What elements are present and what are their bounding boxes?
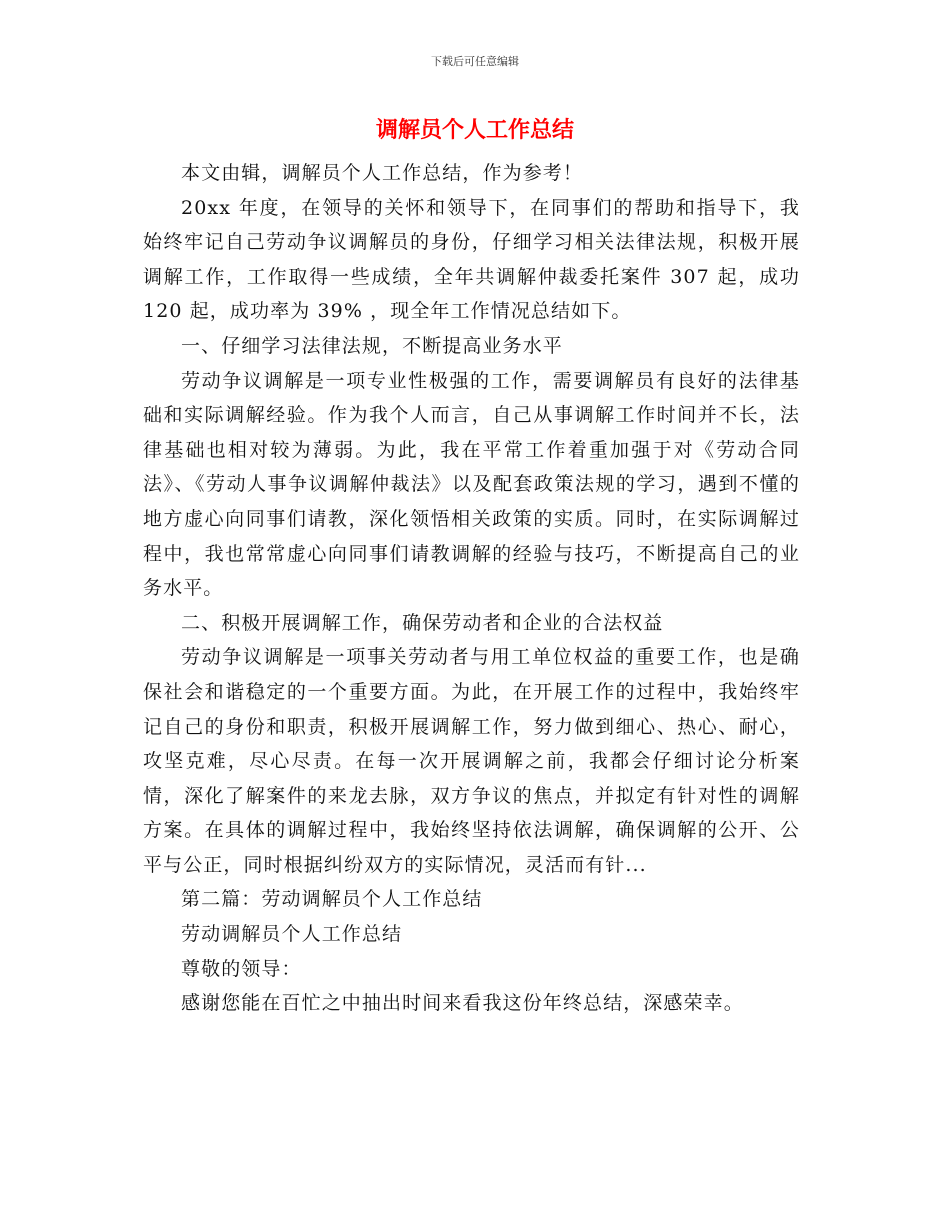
document-title: 调解员个人工作总结 xyxy=(375,118,574,143)
section-heading-1: 一、仔细学习法律法规，不断提高业务水平 xyxy=(181,334,563,357)
section-1-paragraph: 劳动争议调解是一项专业性极强的工作，需要调解员有良好的法律基础和实际调解经验。作为我个人而言，自己从事调解工作时间并不长，法律基础也相对较为薄弱。为此，我在平常工作着重加强于对《劳动合同法》、《劳动人事争议调解仲裁法》以及配套政策法规的学习，遇到不懂的地方虚心向同事们请教，深化领悟相关政策的实质。同时，在实际调解过程中，我也常常虚心向同事们请教调解的经验与技巧，不断提高自己的业务水平。 xyxy=(143,369,800,600)
salutation: 尊敬的领导： xyxy=(181,957,302,980)
section-2-paragraph: 劳动争议调解是一项事关劳动者与用工单位权益的重要工作，也是确保社会和谐稳定的一个重要方面。为此，在开展工作的过程中，我始终牢记自己的身份和职责，积极开展调解工作，努力做到细心、热心、耐心，攻坚克难，尽心尽责。在每一次开展调解之前，我都会仔细讨论分析案情，深化了解案件的来龙去脉，双方争议的焦点，并拟定有针对性的调解方案。在具体的调解过程中，我始终坚持依法调解，确保调解的公开、公平与公正，同时根据纠纷双方的实际情况，灵活而有针... xyxy=(143,646,800,876)
second-article-title: 劳动调解员个人工作总结 xyxy=(181,923,403,946)
intro-paragraph: 本文由辑，调解员个人工作总结，作为参考！ xyxy=(181,162,584,184)
header-note: 下载后可任意编辑 xyxy=(431,55,519,68)
summary-paragraph: 20xx 年度，在领导的关怀和领导下，在同事们的帮助和指导下，我始终牢记自己劳动争议调解员的身份，仔细学习相关法律法规，积极开展调解工作，工作取得一些成绩，全年共调解仲裁委托案件 307 起，成功 120 起，成功率为 39% ，现全年工作情况总结如下。 xyxy=(143,196,800,323)
document-body xyxy=(143,156,800,1021)
second-article-heading: 第二篇：劳动调解员个人工作总结 xyxy=(181,888,483,911)
opening-paragraph: 感谢您能在百忙之中抽出时间来看我这份年终总结，深感荣幸。 xyxy=(181,992,744,1015)
section-heading-2: 二、积极开展调解工作，确保劳动者和企业的合法权益 xyxy=(181,611,664,634)
